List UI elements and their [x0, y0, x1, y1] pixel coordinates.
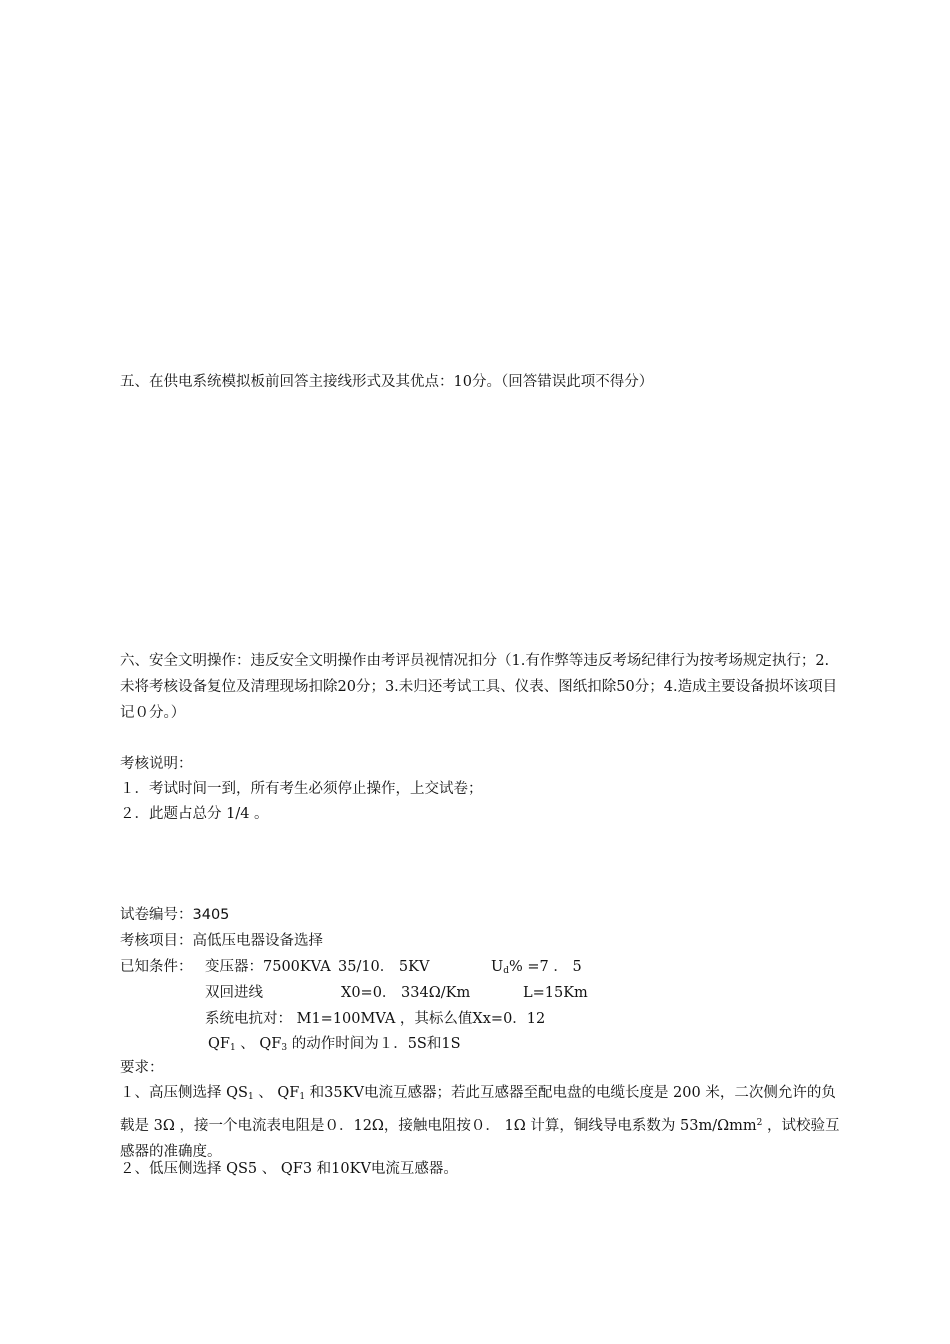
transformer-line [205, 957, 582, 977]
transformer-impedance: $U_d\% =7$ ． 5 [491, 959, 582, 976]
requirement-2: ２、低压侧选择 QS5 、 QF3 和10KV电流互感器。 [120, 1161, 458, 1177]
incoming-line [205, 983, 588, 1003]
section-5-question: 五、在供电系统模拟板前回答主接线形式及其优点：10分。（回答错误此项不得分） [120, 374, 654, 390]
exam-notes-heading: 考核说明： [120, 756, 193, 772]
paper-number-value: 3405 [192, 907, 230, 923]
line-length: L=15Km [523, 985, 588, 1001]
requirements-heading: 要求： [120, 1060, 164, 1076]
exam-note-1: １．考试时间一到，所有考生必须停止操作，上交试卷； [120, 781, 483, 797]
transformer-voltage: 35/10． 5KV [338, 959, 430, 975]
exam-note-2: ２．此题占总分 1/4 。 [120, 806, 269, 822]
known-conditions-label: 已知条件： [120, 959, 193, 975]
exam-project: 考核项目：高低压电器设备选择 [120, 933, 323, 949]
system-reactance: 系统电抗对： M1=100MVA ，其标么值Xx=0．12 [205, 1011, 546, 1027]
requirement-1: １、高压侧选择 $QS_1$ 、 $QF_1$ 和35KV电流互感器；若此互感器至配电盘的电缆长度是 200 米，二次侧允许的负载是 3Ω ，接一个电流表电阻是０．12Ω，接触电阻按０． 1Ω 计算，铜线导电系数为 53m/Ωmm$^2$ ，试校验互感器的准确度。 [120, 1085, 840, 1160]
double-circuit-label: 双回进线 [205, 985, 263, 1001]
paper-number-label: 试卷编号： [120, 907, 193, 923]
breaker-timing: $QF_1$ 、 $QF_3$ 的动作时间为１．5S和1S [208, 1036, 461, 1053]
paper-number [120, 905, 229, 925]
section-6-safety: 六、安全文明操作：违反安全文明操作由考评员视情况扣分（1.有作弊等违反考场纪律行为按考场规定执行；2.未将考核设备复位及清理现场扣除20分；3.未归还考试工具、仪表、图纸扣除50分；4.造成主要设备损坏该项目记０分。） [120, 653, 838, 721]
transformer-capacity: 变压器：7500KVA [205, 959, 331, 975]
line-reactance: X0=0． 334Ω/Km [341, 985, 471, 1001]
